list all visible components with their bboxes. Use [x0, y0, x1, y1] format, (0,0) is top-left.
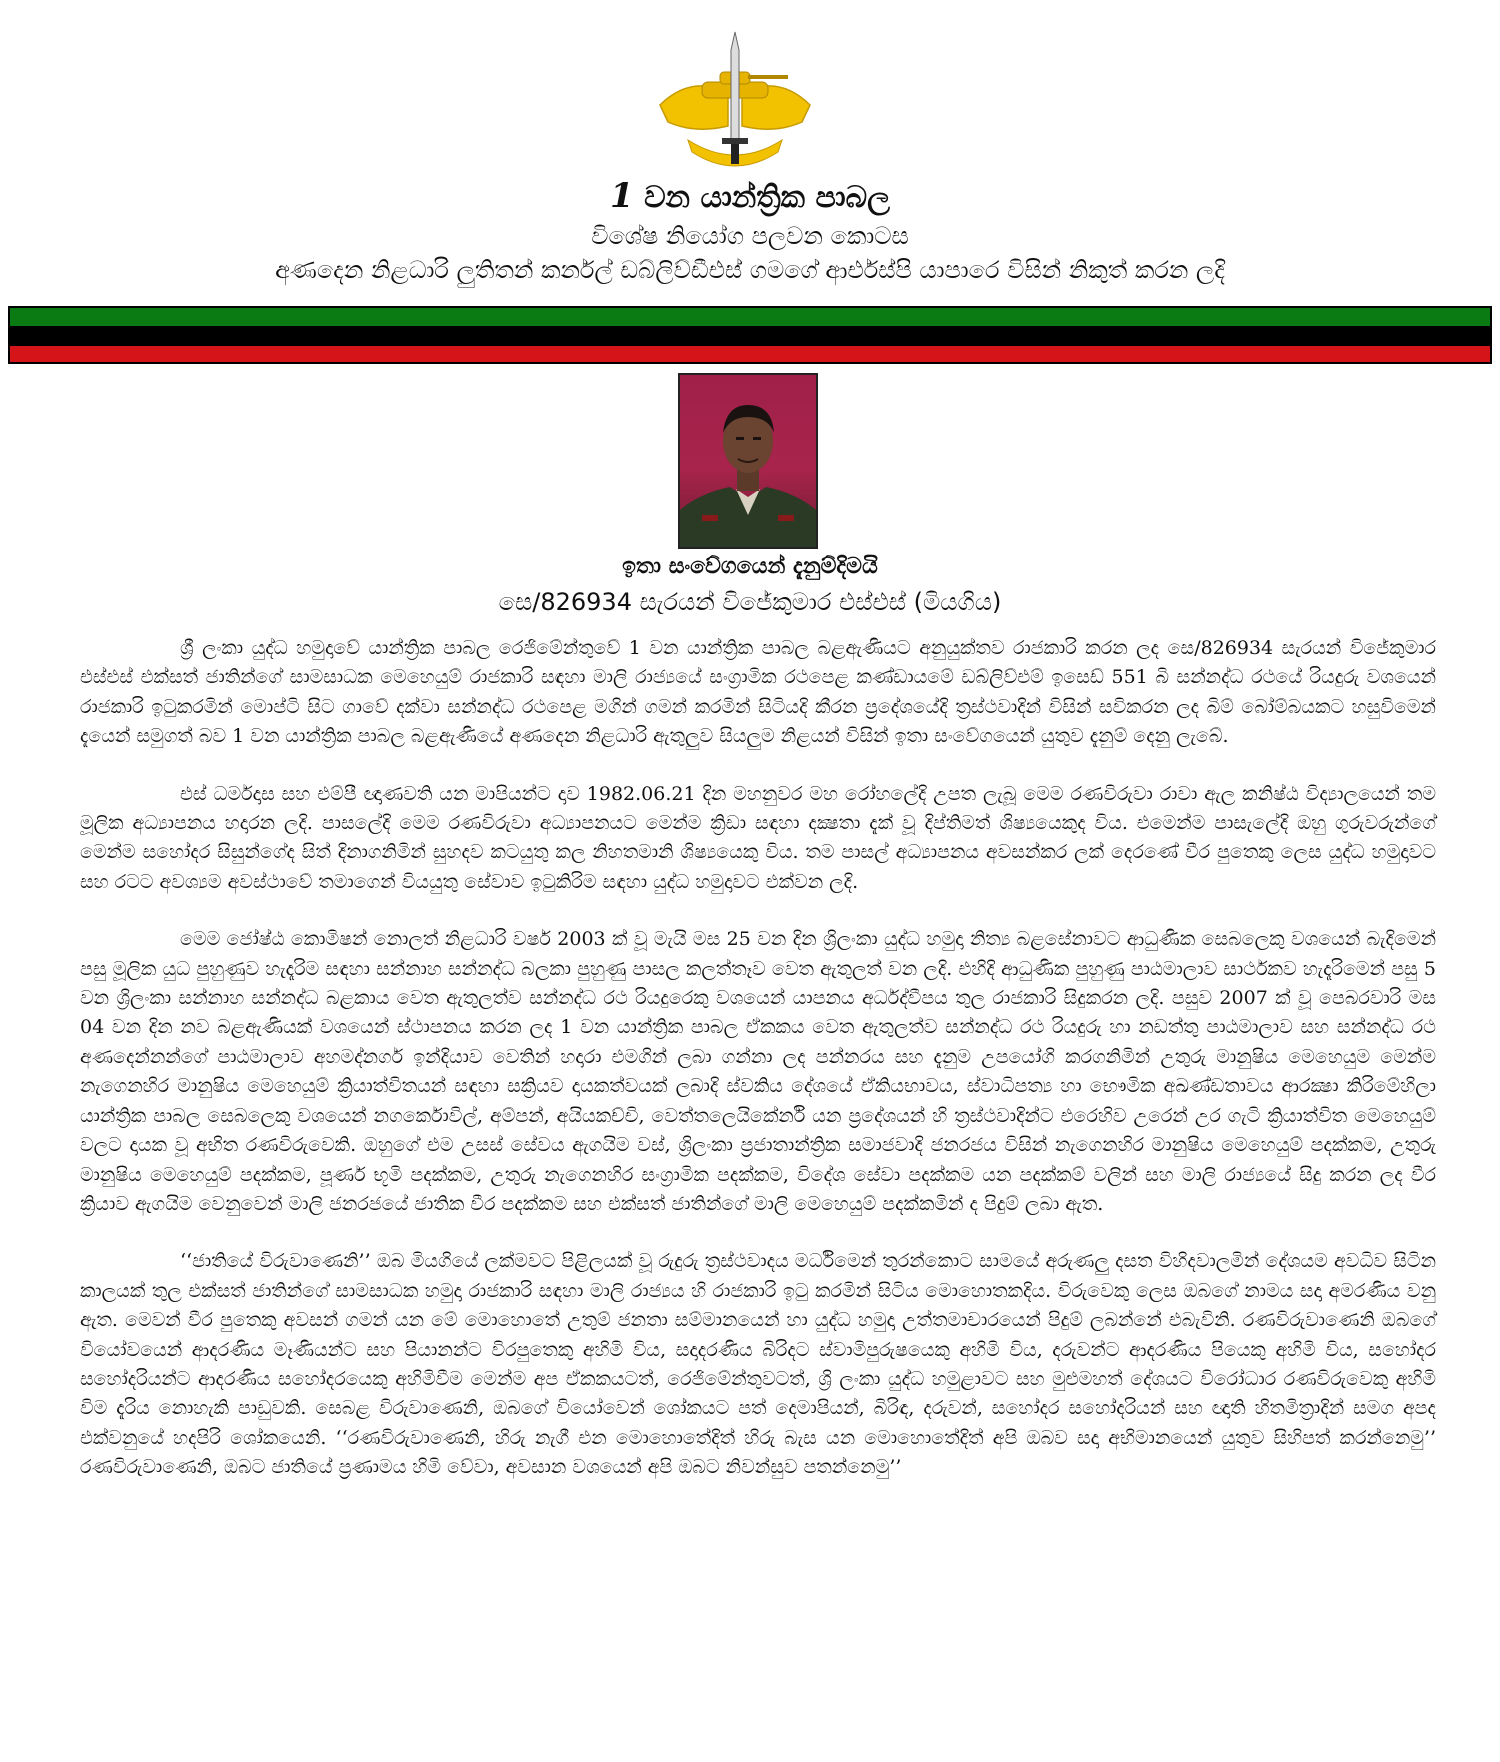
- paragraph-career: මෙම ජෝෂ්ඨ කොමිෂන් නොලත් නිළධාරි වර්ෂ 2003 ක් වූ මැයි මස 25 වන දින ශ්‍රිලංකා යුද්ධ හමුදා නිත්‍ය බළසේනාවට ආධුණික සෙබලෙකු වශයෙන් බැදිමෙන් පසු මූලික යුධ පුහුණුව හැදෑරිම සඳහා සන්නාහ සන්නද්ධ බලකා පුහුණු පාසල කලත්තෑව වෙත ඇතුලත් වන ලදි. එහිදි ආධුණික පුහුණු පාඨමාලාව සාර්ථකව හැදෑරිමෙන් පසු 5 වන ශ්‍රිලංකා සන්නාහ සන්නද්ධ බළකාය වෙත ඇතුලත්ව සන්නද්ධ රථ රියදුරෙකු වශයෙන් යාපනය අර්ධද්වීපය තුල රාජකාරි සිදුකරන ලදි. පසුව 2007 ක් වූ පෙබරවාරි මස 04 වන දින නව බළඇණියක් වශයෙන් ස්ථාපනය කරන ලද 1 වන යාන්ත්‍රික පාබල ඒකකය වෙත ඇතුලත්ව සන්නද්ධ රථ රියදුරු හා නඩත්තු පාඨමාලාව සහ සන්නද්ධ රථ අණදෙන්නන්ගේ පාඨමාලාව අහමද්නගර් ඉන්දියාව වෙතින් හදාරා එමගින් ලබා ගන්නා ලද පන්නරය සහ දැනුම උපයෝගි කරගනිමින් උතුරු මානුෂිය මෙහෙයුම මෙන්ම නැගෙනහිර මානුෂිය මෙහෙයුම් ක්‍රියාත්විතයන් සඳහා සක්‍රියව දායකත්වයක් ලබාදි ස්වකිය දේශයේ ඒකියභාවය, ස්වාධිපත්‍ය හා භෞමික අඛණ්ඩතාවය ආරක්‍ෂා කිරිමේහිලා යාන්ත්‍රික පාබල සෙබලෙකු වශයෙන් නගර්කොවිල්, අම්පන්, අයියකච්චි, වෙත්තලෙයිකේර්නි යන ප්‍රදේශයන් හි ත්‍රස්ථවාදින්ට එරෙහිව උරෙන් උර ගැටි ක්‍රියාත්විත මෙහෙයුම් වලට දායක වූ අභිත රණවිරුවෙකි. ඔහුගේ එම උසස් සේවය ඇගයිම වස්, ශ්‍රිලංකා ප්‍රජාතාන්ත්‍රික සමාජවාදි ජනරජය විසින් නැගෙනහිර මානුෂිය මෙහෙයුම් පදක්කම, උතුරු මානුෂිය මෙහෙයුම් පදක්කම, පූර්ණ භූමි පදක්කම, උතුරු නැගෙනහිර සංග්‍රාමික පදක්කම, විදේශ සේවා පදක්කම යන පදක්කම් වලින් සහ මාලි රාජ්‍යයේ සිදු කරන ලද වීර ක්‍රියාව ඇගයිම වෙනුවෙන් මාලි ජනරජයේ ජාතික වීර පදක්කම සහ එක්සත් ජාතින්ගේ මාලි මෙහෙයුම් පදක්කමින් ද පිදුම් ලබා ඇත.: [80, 928, 1436, 1215]
- body-text: [80, 634, 1436, 1511]
- paragraph-service: ශ්‍රී ලංකා යුද්ධ හමුදාවේ යාන්ත්‍රික පාබල රෙජිමේන්තුවේ 1 වන යාන්ත්‍රික පාබල බළඇණියට අනුයුක්තව රාජකාරි කරන ලද සෙ/826934 සැරයන් විජේකුමාර එස්එස් එක්සත් ජාතින්ගේ සාමසාධක මෙහෙයුම් රාජකාරි සඳහා මාලි රාජ්‍යයේ සංග්‍රාමික රථපෙළ කණ්ඩායමේ ඩබ්ලිව්එම් ඉසෙඩ් 551 බි සන්නද්ධ රථයේ රියදුරු වශයෙන් රාජකාරි ඉටුකරමින් මොප්ටි සිට ගාවේ දක්වා සන්නද්ධ රථපෙළ මගින් ගමන් කරමින් සිටියදි කීරන ප්‍රදේශයේදි ත්‍රස්ථවාදින් විසින් සවිකරන ලද බිම් බෝම්බයකට හසුවිමෙන් දැයෙන් සමුගත් බව 1 වන යාන්ත්‍රික පාබල බළඇණියේ අණදෙන නිළධාරි ඇතුලුව සියලුම නිළයන් විසින් ඉතා සංවේගයෙන් යුතුව දැනුම් දෙනු ලැබේ.: [80, 637, 1436, 748]
- paragraph-tribute: ‘‘ජාතියේ විරුවාණෙනි’’ ඔබ මියගියේ ලක්මවට පිළිලයක් වූ රුදුරු ත්‍රස්ථවාදය මර්ධිමෙන් තුරන්කොට සාමයේ අරුණලු දසත විහිදවාලමින් දේශයම අවධිව සිටින කාලයක් තුල එක්සත් ජාතින්ගේ සාමසාධක හමුදා රාජකාරි සඳහා මාලි රාජ්‍යය හි රාජකාරි ඉටු කරමින් සිටිය මොහොතකදිය. විරුවෙකු ලෙස ඔබගේ නාමය සදා අමරණිය වනු ඇත. මෙවන් වීර පුතෙකු අවසන් ගමන් යන මේ මොහොතේ උතුම් ජනතා සම්මානයෙන් හා යුද්ධ හමුදා උත්තමාචාරයෙන් පිදුම් ලබන්නේ එබැවිනි. රණවිරුවාණෙනි ඔබගේ වියෝවයෙන් ආදරණිය මෑණියන්ට සහ පියානන්ට විරපුතෙකු අහිමි විය, සදාදරණිය බිරිදට ස්වාමිපුරුෂයෙකු අහිමි විය, දරුවන්ට ආදරණිය පියෙකු අහිමි විය, සහෝදර සහෝදරියන්ට ආදරණිය සහෝදරයෙකු අහිමිවීම මෙන්ම අප ඒකකයටත්, රෙජිමේන්තුවටත්, ශ්‍රි ලංකා යුද්ධ හමුළාවට සහ මුළුමහත් දේශයට විරෝධාර රණවිරුවෙකු අහිමි විම දැරිය නොහැකි පාඩුවකි. සෙබළ විරුවාණෙනි, ඔබගේ වියෝවෙන් ශෝකයට පත් දෙමාපියන්, බිරිඳ, දරුවන්, සහෝදර සහෝදරියන් සහ ඥාති හිතමිත්‍රාදින් සමග අපද එක්වනුයේ හදපිරි ශෝකයෙනි. ‘‘රණවිරුවාණෙනි, හිරු නැගී එන මොහොතේදිත් හිරු බැස යන මොහොතේදිත් අපි ඔබව සදා අභිමානයෙන් යුතුව සිහිපත් කරන්නෙමු’’ රණවිරුවාණෙනි, ඔබට ජාතියේ ප්‍රණාමය හිමි වේවා, අවසාන වශයෙන් අපි ඔබට නිවන්සුව පතන්නෙමු’’: [80, 1250, 1436, 1479]
- flag-stripe-green: [8, 306, 1492, 326]
- title-number: 1: [610, 176, 634, 216]
- grief-heading: ඉතා සංවේගයෙන් දැනුම්දිමයි: [622, 554, 878, 579]
- regiment-crest-icon: [650, 30, 820, 170]
- flag-stripe-black: [8, 326, 1492, 346]
- soldier-name-line: සෙ/826934 සැරයන් විජේකුමාර එස්එස් (මියගිය): [498, 588, 1002, 616]
- subtitle: විශේෂ නියෝග පලවන කොටස: [591, 222, 909, 250]
- page-title: [0, 176, 1500, 216]
- paragraph-early-life: එස් ධර්මදාස සහ එම්පී ඥාණවති යන මාපියන්ට දාව 1982.06.21 දින මහනුවර මහ රෝහලේදි උපත ලැබූ මෙම රණවිරුවා රාවා ඇල කනිෂ්ඨ විද්‍යාලයෙන් තම මූලික අධ්‍යාපනය හදාරන ලදි. පාසලේදි මෙම රණවිරුවා අධ්‍යාපනයට මෙන්ම ක්‍රිඩා සඳහා දක්‍ෂතා දැක් වූ දිප්තිමත් ශිෂ්‍යයෙකුද විය. එමෙන්ම පාසැලේදි ඔහු ගුරුවරුන්ගේ මෙන්ම සහෝදර සිසුන්ගේද සිත් දිනාගනිමින් සුහදව කටයුතු කල නිහතමානි ශිෂ්‍යයෙකු විය. තම පාසල් අධ්‍යාපනය අවසන්කර ලක් දෙරණේ වීර පුතෙකු ලෙස යුද්ධ හමුදාවට සහ රටට අවශ්‍යම අවස්ථාවේ තමාගෙන් වියයුතු සේවාව ඉටුකිරිම සඳහා යුද්ධ හමුදාවට එක්වන ලදි.: [80, 782, 1436, 893]
- issuer-line: අණදෙන නිළධාරි ලුතිතන් කර්නල් ඩබ්ලිව්ඩීඑස් ගමගේ ආර්එස්පි යාපාරෙ විසින් නිකුත් කරන ලදි: [275, 256, 1225, 284]
- soldier-portrait: [678, 373, 818, 549]
- flag-stripe-red: [8, 346, 1492, 364]
- title-text: වන යාන්ත්‍රික පාබල: [633, 180, 890, 215]
